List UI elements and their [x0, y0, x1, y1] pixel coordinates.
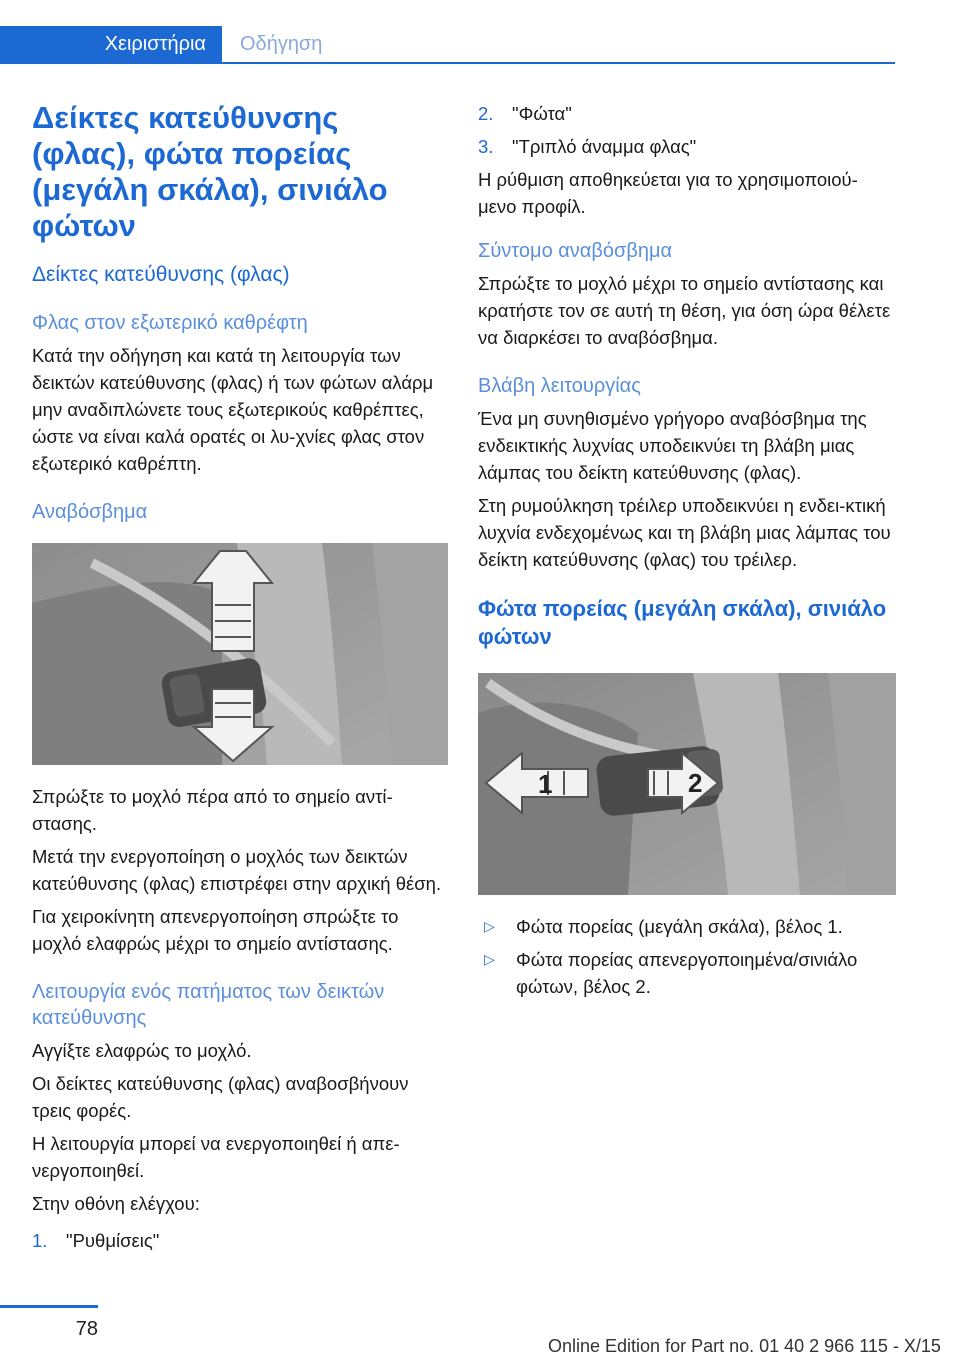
- list-item-number: 3.: [478, 136, 494, 157]
- subsection-mirror-signals: Φλας στον εξωτερικό καθρέφτη: [32, 312, 308, 334]
- list-item-number: 1.: [32, 1230, 48, 1251]
- section-high-beams: Φώτα πορείας (μεγάλη σκάλα), σινιάλο φώτων: [478, 596, 887, 649]
- list-item: [478, 913, 896, 940]
- list-item: [478, 133, 896, 160]
- list-item: [32, 1227, 448, 1254]
- paragraph-flash-three: Οι δείκτες κατεύθυνσης (φλας) αναβοσβήνουν τρεις φορές.: [32, 1073, 409, 1121]
- paragraph-fast-flash: Ένα μη συνηθισμένο γρήγορο αναβόσβημα της ενδεικτικής λυχνίας υποδεικνύει τη βλάβη μιας λάμπας του δείκτη κατεύθυνσης (φλας).: [478, 408, 867, 483]
- list-item-text: "Ρυθμίσεις": [66, 1230, 160, 1251]
- subsection-short-flash: Σύντομο αναβόσβημα: [478, 240, 673, 262]
- triangle-bullet-icon: ▷: [484, 951, 495, 967]
- list-item-number: 2.: [478, 103, 494, 124]
- tab-controls[interactable]: [0, 26, 222, 62]
- paragraph-manual-off: Για χειροκίνητη απενεργοποίηση σπρώξτε το μοχλό ελαφρώς μέχρι το σημείο αντίστασης.: [32, 906, 399, 954]
- paragraph-push-lever: Σπρώξτε το μοχλό πέρα από το σημείο αντί‐στασης.: [32, 786, 393, 834]
- arrow-label-1: 1: [538, 769, 553, 799]
- subsection-malfunction: Βλάβη λειτουργίας: [478, 375, 641, 397]
- paragraph-trailer: Στη ρυμούλκηση τρέιλερ υποδεικνύει η ενδει‐κτική λυχνία ενδεχομένως και τη βλάβη μιας λάμπας του δείκτη κατεύθυνσης (φλας) του τρέιλερ.: [478, 495, 891, 570]
- list-item: [478, 946, 896, 1000]
- edition-note: Online Edition for Part no. 01 40 2 966 115 - X/15: [548, 1336, 941, 1356]
- subsection-flashing: Αναβόσβημα: [32, 501, 148, 523]
- paragraph-control-display: Στην οθόνη ελέγχου:: [32, 1193, 200, 1214]
- bullet-text: Φώτα πορείας (μεγάλη σκάλα), βέλος 1.: [516, 916, 843, 937]
- paragraph-touch-lever: Αγγίξτε ελαφρώς το μοχλό.: [32, 1040, 252, 1061]
- header-tabbar: [0, 26, 895, 64]
- bullet-text: Φώτα πορείας απενεργοποιημένα/σινιάλο φώτων, βέλος 2.: [516, 949, 858, 997]
- turn-signal-lever-figure: [32, 543, 448, 765]
- arrow-label-2: 2: [688, 768, 703, 798]
- left-column: [32, 100, 448, 1254]
- list-item-text: "Φώτα": [512, 103, 572, 124]
- tab-controls-label: Χειριστήρια: [104, 33, 206, 55]
- high-beam-lever-figure: [478, 673, 896, 895]
- subsection-one-touch: Λειτουργία ενός πατήματος των δεικτών κατεύθυνσης: [32, 981, 385, 1029]
- paragraph-lever-returns: Μετά την ενεργοποίηση ο μοχλός των δεικτών κατεύθυνσης (φλας) επιστρέφει στην αρχική θέση.: [32, 846, 442, 894]
- section-turn-signals: Δείκτες κατεύθυνσης (φλας): [32, 263, 290, 286]
- paragraph-saved-profile: Η ρύθμιση αποθηκεύεται για το χρησιμοποιού‐μενο προφίλ.: [478, 169, 858, 217]
- right-column: [478, 100, 896, 1000]
- paragraph-enable-disable: Η λειτουργία μπορεί να ενεργοποιηθεί ή απε‐νεργοποιηθεί.: [32, 1133, 400, 1181]
- page-title: Δείκτες κατεύθυνσης (φλας), φώτα πορείας (μεγάλη σκάλα), σινιάλο φώτων: [32, 100, 388, 243]
- list-item: [478, 100, 896, 127]
- triangle-bullet-icon: ▷: [484, 918, 495, 934]
- footer-divider: [0, 1305, 98, 1308]
- list-item-text: "Τριπλό άναμμα φλας": [512, 136, 697, 157]
- paragraph-mirror-signals: Κατά την οδήγηση και κατά τη λειτουργία των δεικτών κατεύθυνσης (φλας) ή των φώτων αλάρμ μην αναδιπλώνετε τους εξωτερικούς καθρέπτες, ώστε να είναι καλά ορατές οι λυ‐χνίες φλας στον εξωτερικό καθρέπτη.: [32, 345, 434, 474]
- tab-driving[interactable]: Οδήγηση: [240, 33, 323, 55]
- page-number: 78: [75, 1318, 98, 1340]
- paragraph-hold-lever: Σπρώξτε το μοχλό μέχρι το σημείο αντίστασης και κρατήστε τον σε αυτή τη θέση, για όση ώρα θέλετε να διαρκέσει το αναβόσβημα.: [478, 273, 891, 348]
